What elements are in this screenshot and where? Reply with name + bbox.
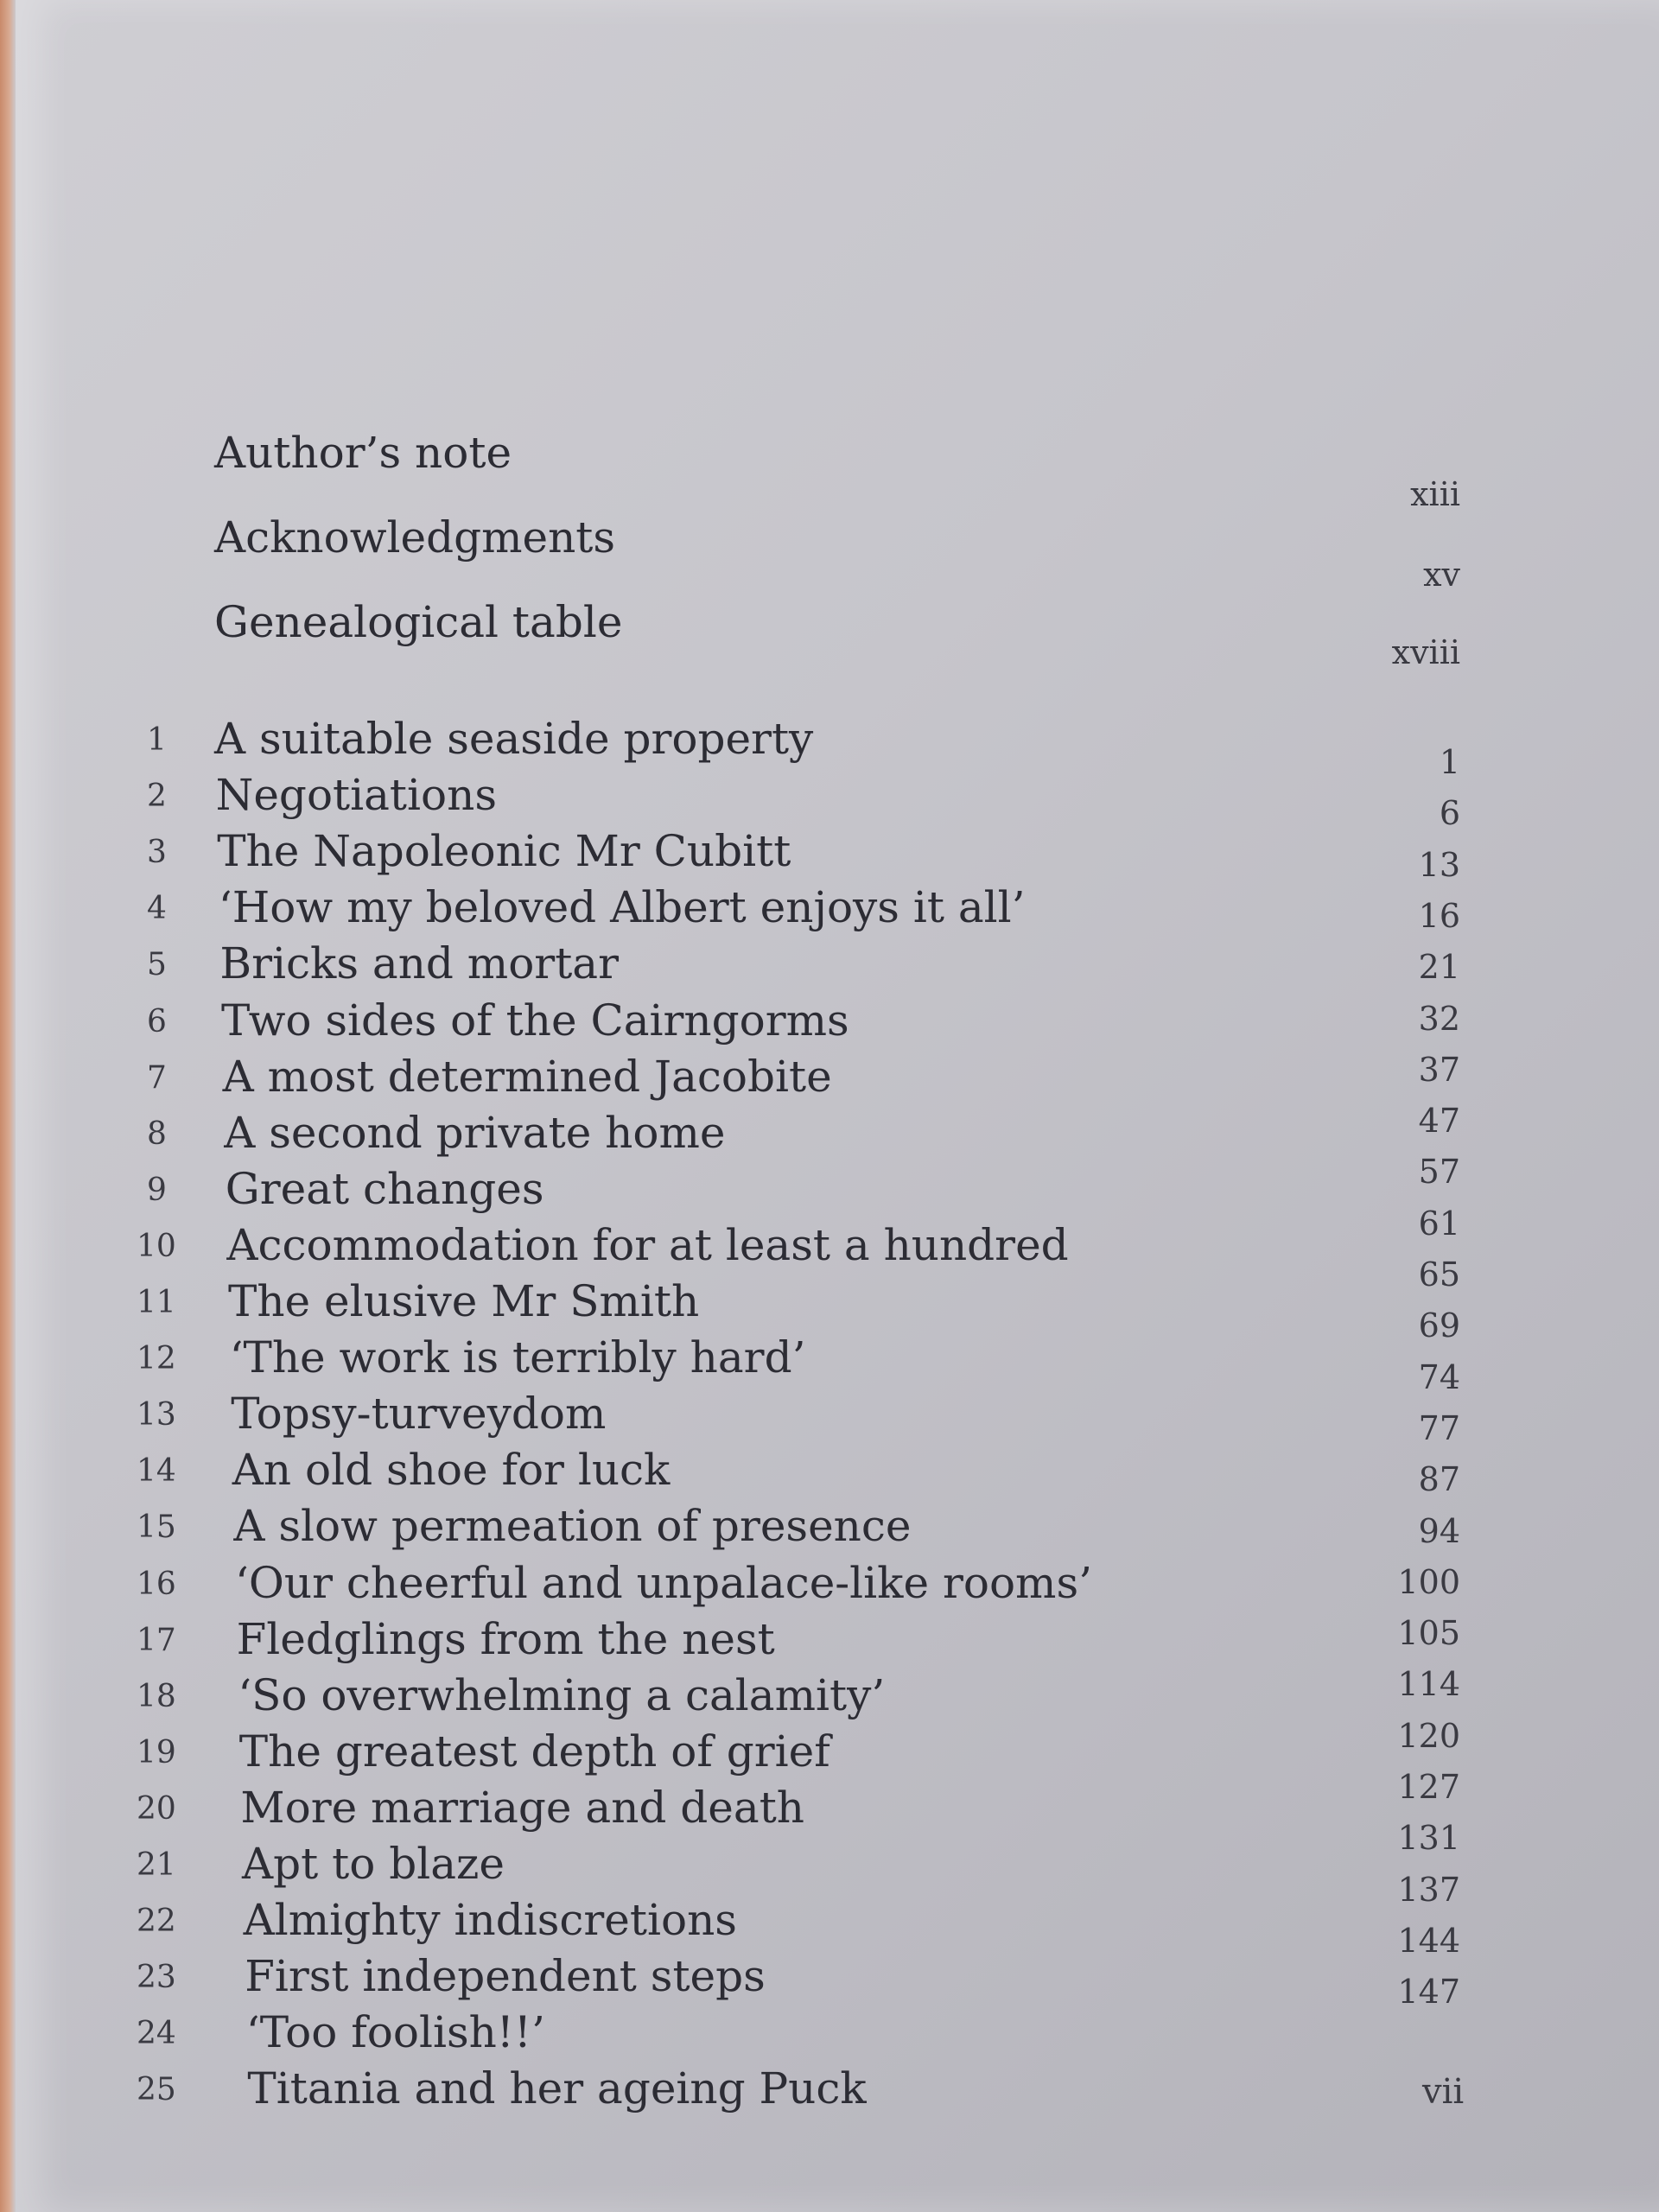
toc-chapter-page: 77	[1418, 1408, 1460, 1447]
toc-chapter-number: 10	[137, 1228, 176, 1264]
toc-chapter-page: 47	[1418, 1102, 1460, 1141]
toc-chapter-page: 16	[1418, 896, 1460, 935]
toc-chapter-title: ‘Too foolish!!’	[245, 2007, 545, 2058]
toc-chapter-page: 6	[1439, 794, 1460, 833]
toc-chapter-page: 21	[1418, 948, 1460, 987]
toc-chapter-number: 3	[147, 835, 167, 871]
toc-chapter-title: Titania and her ageing Puck	[247, 2063, 867, 2114]
toc-chapter-number: 19	[137, 1734, 176, 1770]
toc-chapter-title: ‘So overwhelming a calamity’	[238, 1669, 886, 1720]
toc-chapter-title: A second private home	[224, 1107, 726, 1158]
toc-chapter-number: 6	[147, 1003, 167, 1039]
toc-chapter-title: Accommodation for at least a hundred	[226, 1219, 1069, 1270]
toc-front-matter-title: Genealogical table	[214, 597, 623, 647]
toc-chapter-page: 120	[1397, 1716, 1460, 1755]
toc-chapter-title: Topsy-turveydom	[231, 1389, 607, 1440]
toc-chapter-title: A slow permeation of presence	[233, 1501, 912, 1552]
toc-chapter-page: 100	[1397, 1562, 1460, 1601]
toc-chapter-title: The Napoleonic Mr Cubitt	[217, 826, 791, 877]
toc-chapter-number: 9	[147, 1172, 167, 1208]
toc-chapter-title: Fledglings from the nest	[236, 1613, 775, 1664]
toc-chapter-page: 144	[1397, 1921, 1460, 1960]
toc-front-matter-title: Author’s note	[214, 428, 512, 478]
toc-chapter-title: Two sides of the Cairngorms	[221, 995, 849, 1046]
toc-chapter-number: 24	[137, 2016, 176, 2052]
toc-chapter-page: 74	[1418, 1357, 1460, 1396]
toc-chapter-title: The greatest depth of grief	[238, 1726, 830, 1777]
toc-chapter-number: 1	[147, 722, 167, 758]
toc-chapter-number: 5	[147, 947, 167, 983]
toc-chapter-number: 13	[137, 1397, 176, 1433]
toc-chapter-title: Apt to blaze	[242, 1839, 505, 1889]
toc-chapter-number: 14	[137, 1453, 176, 1490]
toc-chapter-page: 69	[1418, 1306, 1460, 1345]
toc-front-matter-page: xv	[1423, 556, 1460, 594]
toc-chapter-title: ‘The work is terribly hard’	[229, 1332, 806, 1383]
toc-chapter-number: 22	[137, 1904, 176, 1940]
toc-chapter-page: 105	[1397, 1614, 1460, 1653]
toc-chapter-number: 20	[137, 1790, 176, 1827]
toc-chapter-title: Negotiations	[215, 770, 497, 821]
toc-chapter-title: ‘Our cheerful and unpalace-like rooms’	[235, 1557, 1093, 1608]
toc-chapter-number: 2	[147, 779, 167, 815]
toc-chapter-number: 16	[137, 1566, 176, 1602]
toc-chapter-number: 7	[147, 1059, 167, 1096]
book-page	[16, 0, 1659, 2212]
toc-chapter-number: 18	[137, 1678, 176, 1714]
toc-chapter-page: 131	[1397, 1819, 1460, 1858]
toc-chapter-title: An old shoe for luck	[232, 1445, 671, 1496]
toc-front-matter-title: Acknowledgments	[214, 512, 616, 563]
toc-chapter-page: 61	[1418, 1204, 1460, 1243]
toc-chapter-number: 15	[137, 1510, 176, 1546]
toc-chapter-number: 23	[137, 1960, 176, 1996]
toc-chapter-title: A most determined Jacobite	[222, 1051, 832, 1102]
toc-chapter-page: 137	[1397, 1870, 1460, 1909]
toc-chapter-page: 57	[1418, 1153, 1460, 1192]
toc-chapter-page: 37	[1418, 1050, 1460, 1089]
toc-front-matter-page: xiii	[1410, 475, 1460, 513]
toc-chapter-page: 13	[1418, 845, 1460, 884]
toc-chapter-page: 87	[1418, 1460, 1460, 1499]
toc-chapter-title: More marriage and death	[240, 1782, 805, 1833]
toc-chapter-title: Bricks and mortar	[219, 938, 620, 989]
toc-chapter-number: 4	[147, 891, 167, 927]
page-folio: vii	[1422, 2072, 1465, 2112]
toc-chapter-title: ‘How my beloved Albert enjoys it all’	[218, 882, 1026, 933]
page-edge	[0, 0, 16, 2212]
toc-chapter-number: 11	[137, 1285, 176, 1320]
toc-chapter-title: The elusive Mr Smith	[228, 1276, 700, 1326]
toc-chapter-number: 25	[137, 2072, 176, 2108]
toc-chapter-page: 65	[1418, 1255, 1460, 1294]
toc-chapter-page: 32	[1418, 999, 1460, 1038]
toc-chapter-title: Almighty indiscretions	[243, 1895, 737, 1946]
toc-chapter-number: 8	[147, 1116, 167, 1152]
toc-front-matter-page: xviii	[1391, 633, 1460, 671]
toc-chapter-page: 1	[1439, 743, 1460, 781]
toc-chapter-page: 114	[1397, 1665, 1460, 1704]
toc-chapter-page: 94	[1418, 1511, 1460, 1550]
toc-chapter-title: Great changes	[225, 1163, 544, 1214]
toc-chapter-page: 147	[1397, 1973, 1460, 2012]
toc-chapter-number: 21	[137, 1847, 176, 1883]
toc-chapter-title: First independent steps	[245, 1951, 766, 2002]
toc-chapter-number: 12	[137, 1341, 176, 1377]
toc-chapter-number: 17	[137, 1622, 176, 1658]
toc-chapter-title: A suitable seaside property	[214, 714, 814, 764]
toc-chapter-page: 127	[1397, 1768, 1460, 1806]
